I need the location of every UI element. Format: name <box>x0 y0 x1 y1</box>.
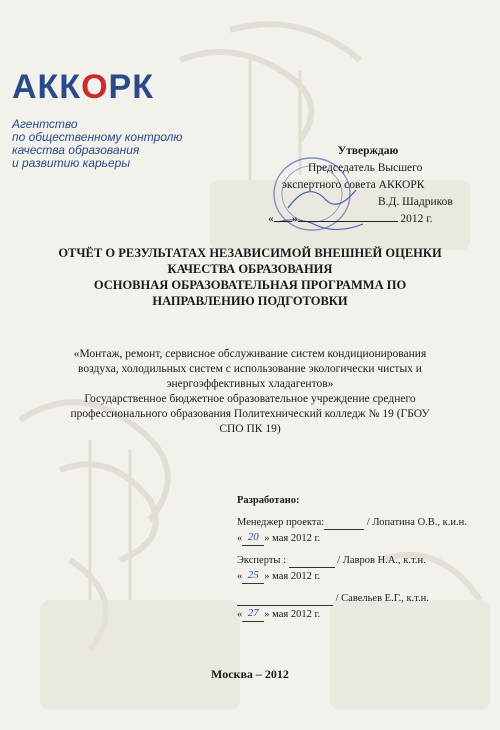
logo-tagline: Агентство по общественному контролю качества образования и развитию карьеры <box>12 117 183 170</box>
logo-wordmark: АККОРК <box>12 68 154 106</box>
expert1-date: « 25 » мая 2012 г. <box>237 569 321 582</box>
manager-date: « 20 » мая 2012 г. <box>237 531 321 544</box>
approval-position-line1: Председатель Высшего <box>308 162 423 174</box>
expert2-date: « 27 » мая 2012 г. <box>237 607 321 620</box>
city-year: Москва – 2012 <box>211 667 289 681</box>
akkork-logo <box>12 70 192 170</box>
approval-block <box>268 143 468 228</box>
approval-name: В.Д. Шадриков <box>378 196 453 208</box>
approval-heading: Утверждаю <box>337 145 399 157</box>
developed-by-block <box>237 493 482 622</box>
expert2-row: / Савельев Е.Г., к.т.н. <box>237 590 482 606</box>
developed-heading: Разработано: <box>237 495 300 506</box>
approval-position-line2: экспертного совета АККОРК <box>282 179 425 191</box>
expert1-row: Эксперты : / Лавров Н.А., к.т.н. <box>237 552 482 568</box>
approval-date: « » 2012 г. <box>268 213 433 225</box>
manager-row: Менеджер проекта: / Лопатина О.В., к.и.н. <box>237 514 482 530</box>
report-title: ОТЧЁТ О РЕЗУЛЬТАТАХ НЕЗАВИСИМОЙ ВНЕШНЕЙ ОЦЕНКИ КАЧЕСТВА ОБРАЗОВАНИЯ ОСНОВНАЯ ОБРАЗОВАТЕЛЬНАЯ ПРОГРАММА ПО НАПРАВЛЕНИЮ ПОДГОТОВКИ <box>58 246 442 308</box>
program-description: «Монтаж, ремонт, сервисное обслуживание систем кондиционирования воздуха, холодильных систем с использование экологически чистых и энергоэффективных хладагентов» Государственное бюджетное образовательное учреждение среднего профессионального образования Политехнический колледж № 19 (ГБОУ СПО ПК 19) <box>70 348 430 435</box>
